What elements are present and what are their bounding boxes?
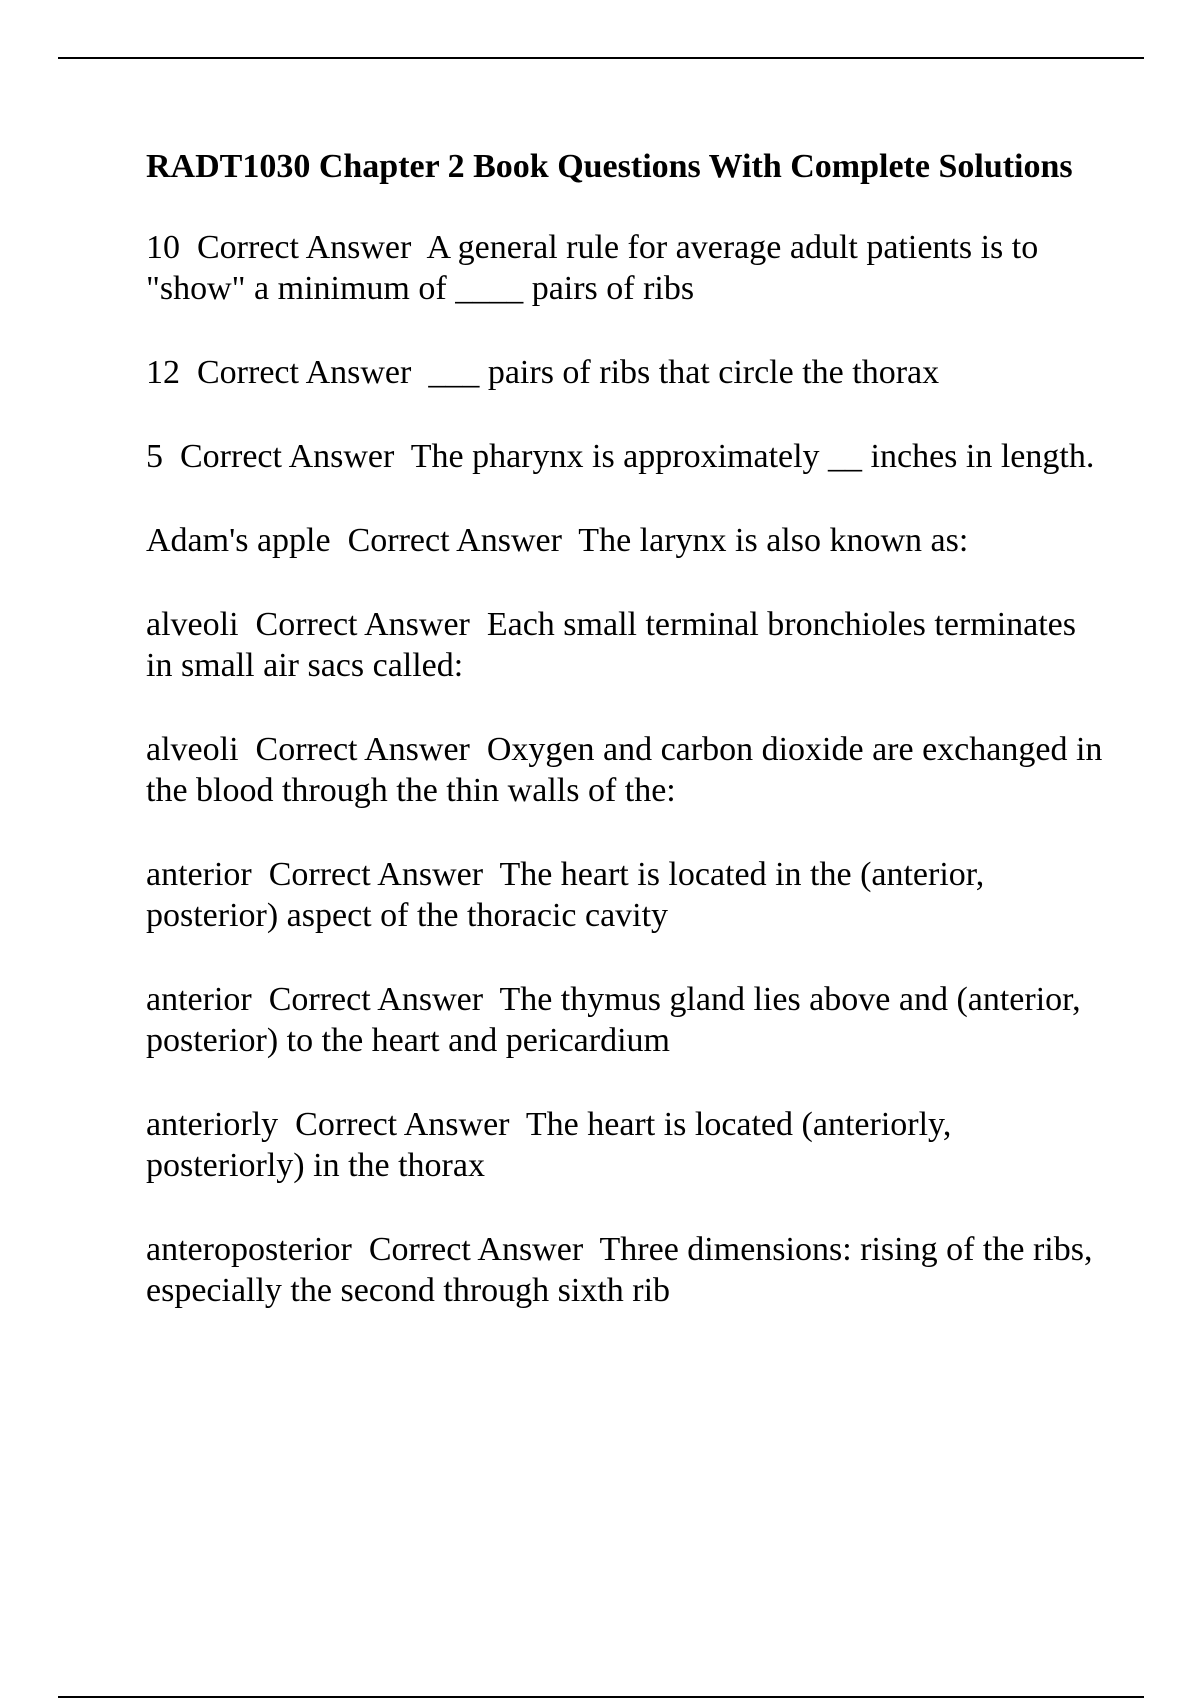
qa-question: The thymus gland lies above and (anterior, posterior) to the heart and pericardium bbox=[146, 981, 1090, 1059]
qa-answer: 10 bbox=[146, 229, 180, 266]
qa-answer: anterior bbox=[146, 856, 252, 893]
qa-list bbox=[146, 227, 1111, 1311]
qa-item bbox=[146, 729, 1111, 811]
qa-answer: Adam's apple bbox=[146, 522, 331, 559]
qa-item bbox=[146, 854, 1106, 936]
qa-answer: alveoli bbox=[146, 606, 239, 643]
qa-item bbox=[146, 1229, 1106, 1311]
qa-question: ___ pairs of ribs that circle the thorax bbox=[428, 354, 940, 391]
qa-question: A general rule for average adult patients is to "show" a minimum of ____ pairs of ribs bbox=[146, 229, 1047, 307]
qa-question: Three dimensions: rising of the ribs, especially the second through sixth rib bbox=[146, 1231, 1101, 1309]
qa-label: Correct Answer bbox=[197, 229, 412, 266]
qa-item bbox=[146, 1104, 1106, 1186]
qa-answer: anterior bbox=[146, 981, 252, 1018]
qa-item bbox=[146, 520, 1106, 561]
qa-question: Each small terminal bronchioles terminates in small air sacs called: bbox=[146, 606, 1085, 684]
qa-question: Oxygen and carbon dioxide are exchanged in the blood through the thin walls of the: bbox=[146, 731, 1111, 809]
qa-label: Correct Answer bbox=[255, 606, 470, 643]
qa-item bbox=[146, 979, 1106, 1061]
qa-question: The larynx is also known as: bbox=[578, 522, 969, 559]
top-rule bbox=[58, 57, 1144, 59]
qa-item bbox=[146, 604, 1106, 686]
qa-label: Correct Answer bbox=[368, 1231, 584, 1268]
qa-item bbox=[146, 227, 1106, 309]
qa-label: Correct Answer bbox=[347, 522, 562, 559]
qa-answer: 12 bbox=[146, 354, 180, 391]
document-title: RADT1030 Chapter 2 Book Questions With Complete Solutions bbox=[146, 148, 1073, 185]
qa-label: Correct Answer bbox=[180, 438, 395, 475]
qa-item bbox=[146, 352, 1106, 393]
qa-item bbox=[146, 436, 1106, 477]
qa-answer: alveoli bbox=[146, 731, 239, 768]
qa-label: Correct Answer bbox=[268, 981, 484, 1018]
document-body bbox=[146, 146, 1111, 1354]
qa-label: Correct Answer bbox=[255, 731, 470, 768]
qa-label: Correct Answer bbox=[268, 856, 484, 893]
qa-answer: anteriorly bbox=[146, 1106, 279, 1143]
qa-label: Correct Answer bbox=[197, 354, 412, 391]
bottom-rule bbox=[58, 1696, 1144, 1698]
qa-question: The heart is located (anteriorly, posteriorly) in the thorax bbox=[146, 1106, 960, 1184]
qa-question: The heart is located in the (anterior, posterior) aspect of the thoracic cavity bbox=[146, 856, 993, 934]
qa-question: The pharynx is approximately __ inches in length. bbox=[410, 438, 1095, 475]
qa-answer: anteroposterior bbox=[146, 1231, 352, 1268]
qa-label: Correct Answer bbox=[295, 1106, 510, 1143]
qa-answer: 5 bbox=[146, 438, 163, 475]
